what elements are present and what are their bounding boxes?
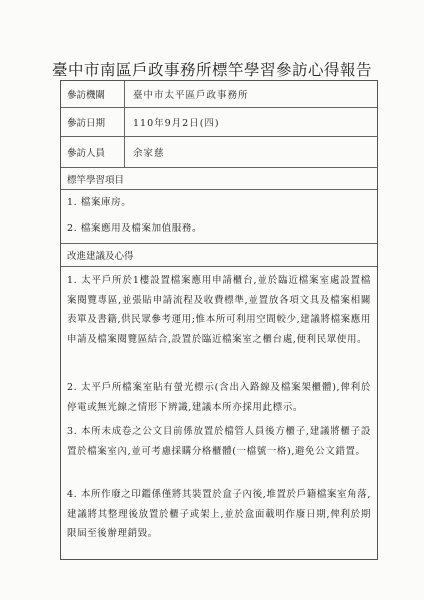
study-item: 2. 檔案應用及檔案加值服務。 [67,223,203,234]
field-row-agency [61,81,377,108]
field-row-staff [61,137,377,168]
field-value: 110年9月2日(四) [133,118,220,129]
field-value: 余家慈 [133,148,165,159]
suggestion-item: 3. 本所未成卷之公文目前係放置於檔管人員後方櫃子,建議將櫃子設置於檔案室內,並可考慮採購分格櫃體(一檔號一格),避免公文錯置。 [67,426,371,457]
field-row-date [61,108,377,137]
items-heading-row [61,168,377,190]
field-label: 參訪日期 [61,108,125,136]
field-label: 參訪人員 [61,137,125,167]
study-item: 1. 檔案庫房。 [67,197,132,208]
page-title: 臺中市南區戶政事務所標竿學習參訪心得報告 [51,61,372,79]
section-heading: 改進建議及心得 [67,250,134,262]
field-value: 臺中市太平區戶政事務所 [133,90,249,101]
report-table [60,80,378,560]
suggestion-item: 1. 太平戶所於1樓設置檔案應用申請櫃台,並於臨近檔案室處設置檔案閱覽專區,並張貼申請流程及收費標準,並置放各項文具及檔案相關表單及書籍,供民眾參考運用;惟本所可利用空間較少,建議將檔案應用申請及檔案閱覽區結合,設置於臨近檔案室之櫃台處,便利民眾使用。 [67,275,371,345]
suggestion-item: 2. 太平戶所檔案室貼有螢光標示(含出入路線及檔案架櫃體),俾利於停電或無光線之情形下辨識,建議本所亦採用此標示。 [67,382,371,413]
section-heading: 標竿學習項目 [67,174,125,186]
suggestion-item: 4. 本所作廢之印鑑係僅將其裝置於盒子內後,堆置於戶籍檔案室角落,建議將其整理後放置於櫃子或架上,並於盒面載明作廢日期,俾利於期限屆至後辦理銷毀。 [67,489,371,539]
suggestions-heading-row [61,243,377,267]
field-label: 參訪機關 [61,81,125,107]
